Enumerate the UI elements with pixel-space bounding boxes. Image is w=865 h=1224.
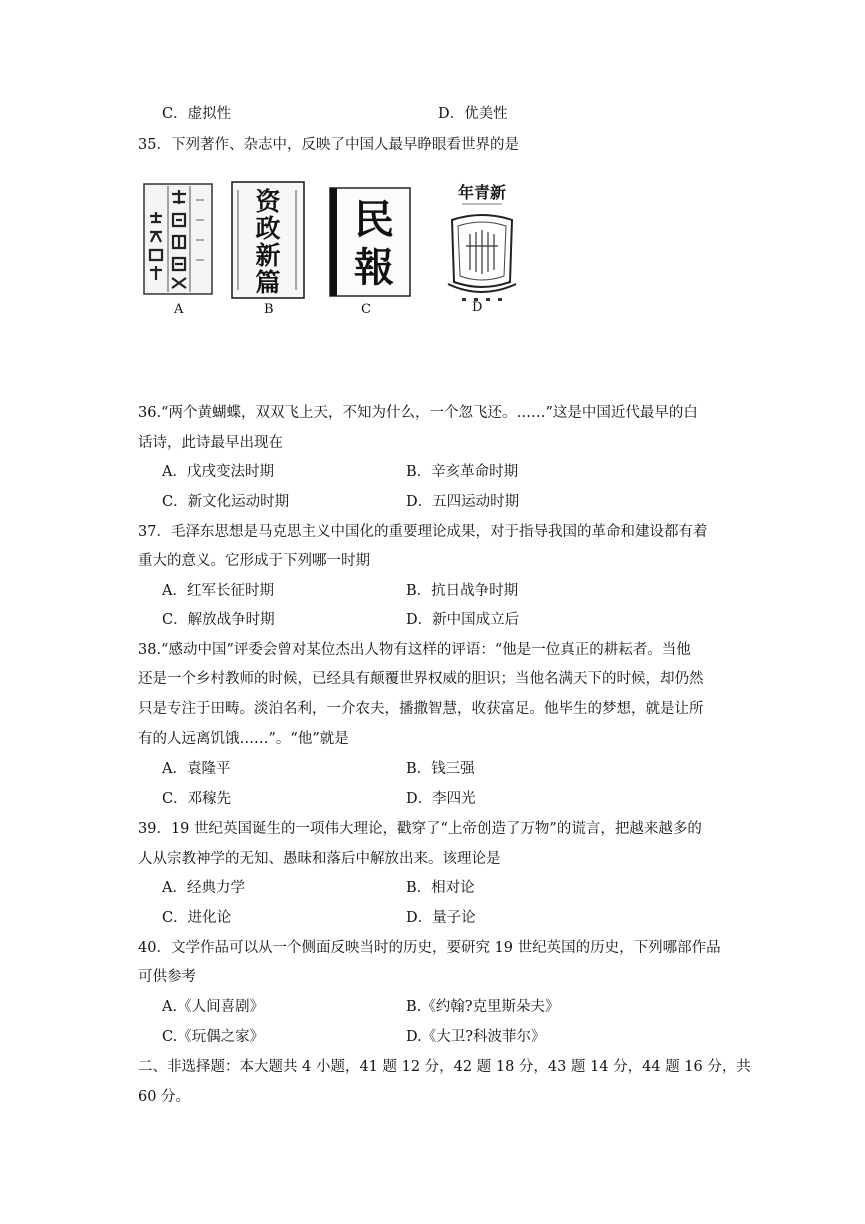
figure-c-title: 民報: [354, 196, 394, 291]
q35-stem: 35．下列著作、杂志中，反映了中国人最早睁眼看世界的是: [138, 137, 519, 153]
q40-option-b: B.《约翰?克里斯朵夫》: [406, 999, 560, 1015]
figure-a-book-cover: [142, 180, 214, 298]
q39-option-a: A．经典力学: [162, 880, 245, 896]
q34-option-d: D．优美性: [438, 106, 508, 122]
figure-c-label: C: [361, 302, 371, 317]
q40-option-d: D.《大卫?科波菲尔》: [406, 1029, 546, 1045]
q38-stem-line3: 只是专注于田畴。淡泊名利，一介农夫，播撒智慧，收获富足。他毕生的梦想，就是让所: [138, 701, 704, 717]
q37-option-d: D．新中国成立后: [406, 612, 520, 628]
q37-option-a: A．红军长征时期: [162, 583, 274, 599]
q39-stem-line2: 人从宗教神学的无知、愚昧和落后中解放出来。该理论是: [138, 851, 501, 867]
q36-stem-line1: 36.“两个黄蝴蝶，双双飞上天，不知为什么，一个忽飞还。……”这是中国近代最早的白: [138, 405, 698, 421]
q36-option-a: A．戊戌变法时期: [162, 464, 274, 480]
figure-c-newspaper-cover: [328, 186, 412, 298]
q38-option-b: B．钱三强: [406, 761, 475, 777]
q36-option-b: B．辛亥革命时期: [406, 464, 519, 480]
figure-b-label: B: [264, 302, 274, 317]
q37-stem-line2: 重大的意义。它形成于下列哪一时期: [138, 553, 370, 569]
q38-option-a: A．袁隆平: [162, 761, 231, 777]
q36-option-d: D．五四运动时期: [406, 494, 520, 510]
q37-option-b: B．抗日战争时期: [406, 583, 519, 599]
figure-d-label: D: [472, 300, 483, 315]
section2-heading-line1: 二、非选择题：本大题共 4 小题，41 题 12 分，42 题 18 分，43 题 14 分，44 题 16 分，共: [138, 1059, 751, 1075]
figure-b-title: 资政新篇: [255, 187, 281, 297]
q34-option-c: C．虚拟性: [162, 106, 232, 122]
q36-stem-line2: 话诗，此诗最早出现在: [138, 435, 283, 451]
section2-heading-line2: 60 分。: [138, 1089, 191, 1105]
q40-stem-line2: 可供参考: [138, 969, 196, 985]
q38-stem-line4: 有的人远离饥饿……”。“他”就是: [138, 731, 349, 747]
q39-stem-line1: 39．19 世纪英国诞生的一项伟大理论，戳穿了“上帝创造了万物”的谎言，把越来越多的: [138, 821, 702, 837]
q38-option-d: D．李四光: [406, 791, 476, 807]
q39-option-c: C．进化论: [162, 910, 232, 926]
q40-option-c: C.《玩偶之家》: [162, 1029, 265, 1045]
q39-option-b: B．相对论: [406, 880, 475, 896]
q38-stem-line1: 38.“感动中国”评委会曾对某位杰出人物有这样的评语：“他是一位真正的耕耘者。当他: [138, 642, 691, 658]
q38-stem-line2: 还是一个乡村教师的时候，已经具有颠覆世界权威的胆识；当他名满天下的时候，却仍然: [138, 671, 704, 687]
q40-option-a: A.《人间喜剧》: [162, 999, 265, 1015]
q39-option-d: D．量子论: [406, 910, 476, 926]
q40-stem-line1: 40．文学作品可以从一个侧面反映当时的历史，要研究 19 世纪英国的历史，下列哪部作品: [138, 940, 721, 956]
q35-figures: [138, 180, 538, 320]
q37-stem-line1: 37．毛泽东思想是马克思主义中国化的重要理论成果，对于指导我国的革命和建设都有着: [138, 524, 708, 540]
figure-a-label: A: [174, 302, 184, 317]
q36-option-c: C．新文化运动时期: [162, 494, 290, 510]
q37-option-c: C．解放战争时期: [162, 612, 275, 628]
figure-b-book-cover: [230, 180, 306, 300]
q38-option-c: C．邓稼先: [162, 791, 232, 807]
figure-d-title: 年青新: [457, 183, 506, 202]
